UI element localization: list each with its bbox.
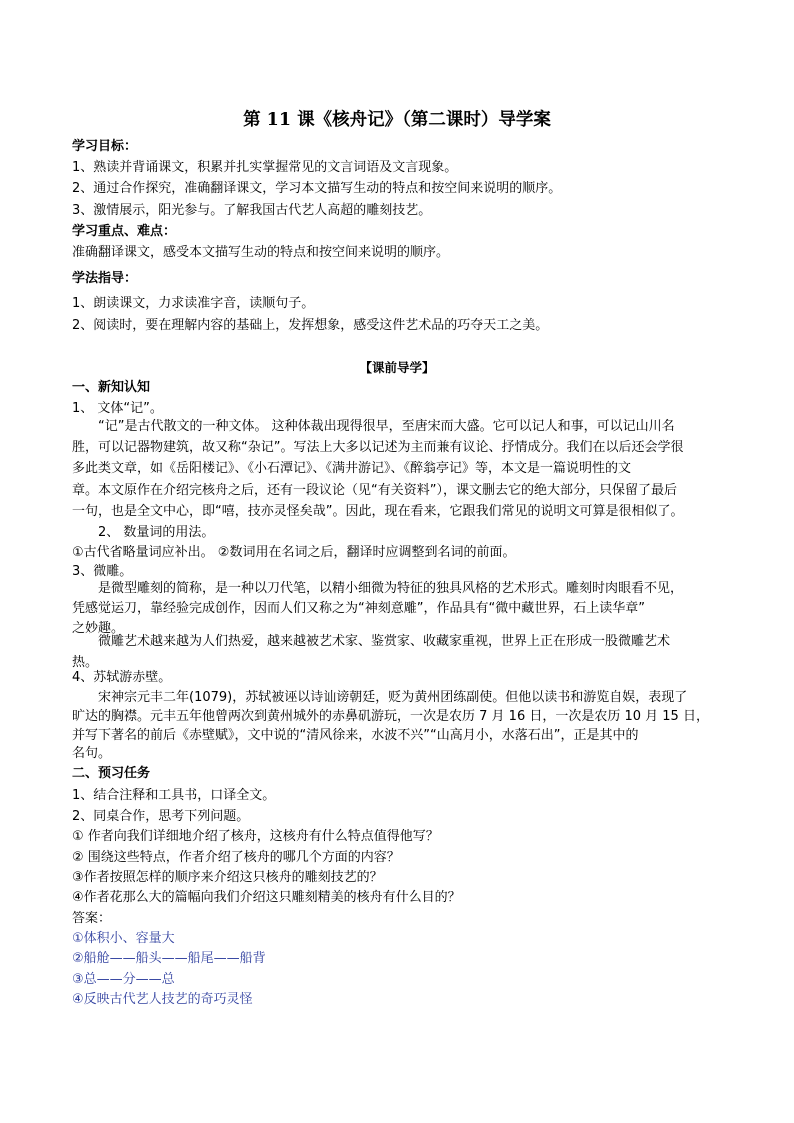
section1-item2: 2、 数量词的用法。 — [98, 525, 215, 540]
goal-item: 1、熟读并背诵课文，积累并扎实掌握常见的文言词语及文言现象。 — [72, 160, 458, 175]
paragraph-line: 之妙趣。 — [72, 621, 125, 636]
paragraph-line: 旷达的胸襟。元丰五年他曾两次到黄州城外的赤鼻矶游玩，一次是农历 7 月 16 日，一次是农历 10 月 15 日， — [72, 709, 709, 724]
section1-heading: 一、新知认知 — [72, 380, 151, 395]
paragraph-line: 热。 — [72, 655, 99, 670]
key-text: 准确翻译课文，感受本文描写生动的特点和按空间来说明的顺序。 — [72, 245, 450, 260]
question-item: ④作者花那么大的篇幅向我们介绍这只雕刻精美的核舟有什么目的？ — [72, 890, 461, 905]
paragraph-line: 宋神宗元丰二年(1079)，苏轼被诬以诗讪谤朝廷，贬为黄州团练副使。但他以读书和游览自娱，表现了 — [98, 690, 688, 705]
answer-label: 答案： — [72, 911, 112, 926]
paragraph-line: 微雕艺术越来越为人们热爱，越来越被艺术家、鉴赏家、收藏家重视，世界上正在形成一股微雕艺术 — [98, 634, 671, 649]
paragraph-line: 凭感觉运刀，靠经验完成创作，因而人们又称之为“神刻意雕”，作品具有“微中藏世界，石上读华章” — [72, 601, 645, 616]
pre-study-heading: 【课前导学】 — [359, 360, 435, 375]
method-item: 2、阅读时，要在理解内容的基础上，发挥想象，感受这件艺术品的巧夺天工之美。 — [72, 318, 549, 333]
paragraph-line: “记”是古代散文的一种文体。 这种体裁出现得很早，至唐宋而大盛。它可以记人和事，可以记山川名 — [98, 419, 675, 434]
goals-heading: 学习目标： — [72, 139, 138, 154]
paragraph-line: 章。本文原作在介绍完核舟之后，还有一段议论（见“有关资料”），课文删去它的绝大部分，只保留了最后 — [72, 483, 677, 498]
goal-item: 2、通过合作探究，准确翻译课文，学习本文描写生动的特点和按空间来说明的顺序。 — [72, 181, 562, 196]
goal-item: 3、激情展示，阳光参与。了解我国古代艺人高超的雕刻技艺。 — [72, 203, 432, 218]
section1-item4: 4、苏轼游赤壁。 — [72, 670, 172, 685]
question-item: ② 围绕这些特点，作者介绍了核舟的哪几个方面的内容？ — [72, 850, 400, 865]
section1-item3: 3、微雕。 — [72, 564, 133, 579]
answer-item: ③总——分——总 — [72, 972, 175, 987]
paragraph-line: 多此类文章，如《岳阳楼记》、《小石潭记》、《满井游记》、《醉翁亭记》等，本文是一篇说明性的文 — [72, 461, 632, 476]
paragraph-line: 一句，也是全文中心，即“嘻，技亦灵怪矣哉”。因此，现在看来，它跟我们常见的说明文可算是很相似了。 — [72, 504, 684, 519]
method-item: 1、朗读课文，力求读准字音，读顺句子。 — [72, 296, 315, 311]
question-item: ③作者按照怎样的顺序来介绍这只核舟的雕刻技艺的？ — [72, 870, 383, 885]
section2-item: 1、结合注释和工具书，口译全文。 — [72, 788, 276, 803]
section1-item2-text: ①古代省略量词应补出。 ②数词用在名词之后，翻译时应调整到名词的前面。 — [72, 545, 516, 560]
method-heading: 学法指导： — [72, 271, 138, 286]
question-item: ① 作者向我们详细地介绍了核舟，这核舟有什么特点值得他写？ — [72, 829, 439, 844]
answer-item: ①体积小、容量大 — [72, 931, 175, 946]
paragraph-line: 胜，可以记器物建筑，故又称“杂记”。写法上大多以记述为主而兼有议论、抒情成分。我们在以后还会学很 — [72, 440, 684, 455]
section2-item: 2、同桌合作，思考下列问题。 — [72, 809, 250, 824]
paragraph-line: 名句。 — [72, 746, 112, 761]
section1-item1: 1、 文体“记”。 — [72, 401, 163, 416]
paragraph-line: 是微型雕刻的简称，是一种以刀代笔，以精小细微为特征的独具风格的艺术形式。雕刻时肉眼看不见， — [98, 581, 684, 596]
answer-item: ④反映古代艺人技艺的奇巧灵怪 — [72, 992, 253, 1007]
paragraph-line: 并写下著名的前后《赤壁赋》，文中说的“清风徐来，水波不兴”“山高月小，水落石出”，正是其中的 — [72, 728, 639, 743]
key-heading: 学习重点、难点： — [72, 224, 177, 239]
answer-item: ②船舱——船头——船尾——船背 — [72, 951, 266, 966]
page-title: 第 11 课《核舟记》（第二课时）导学案 — [243, 110, 551, 130]
section2-heading: 二、预习任务 — [72, 766, 151, 781]
